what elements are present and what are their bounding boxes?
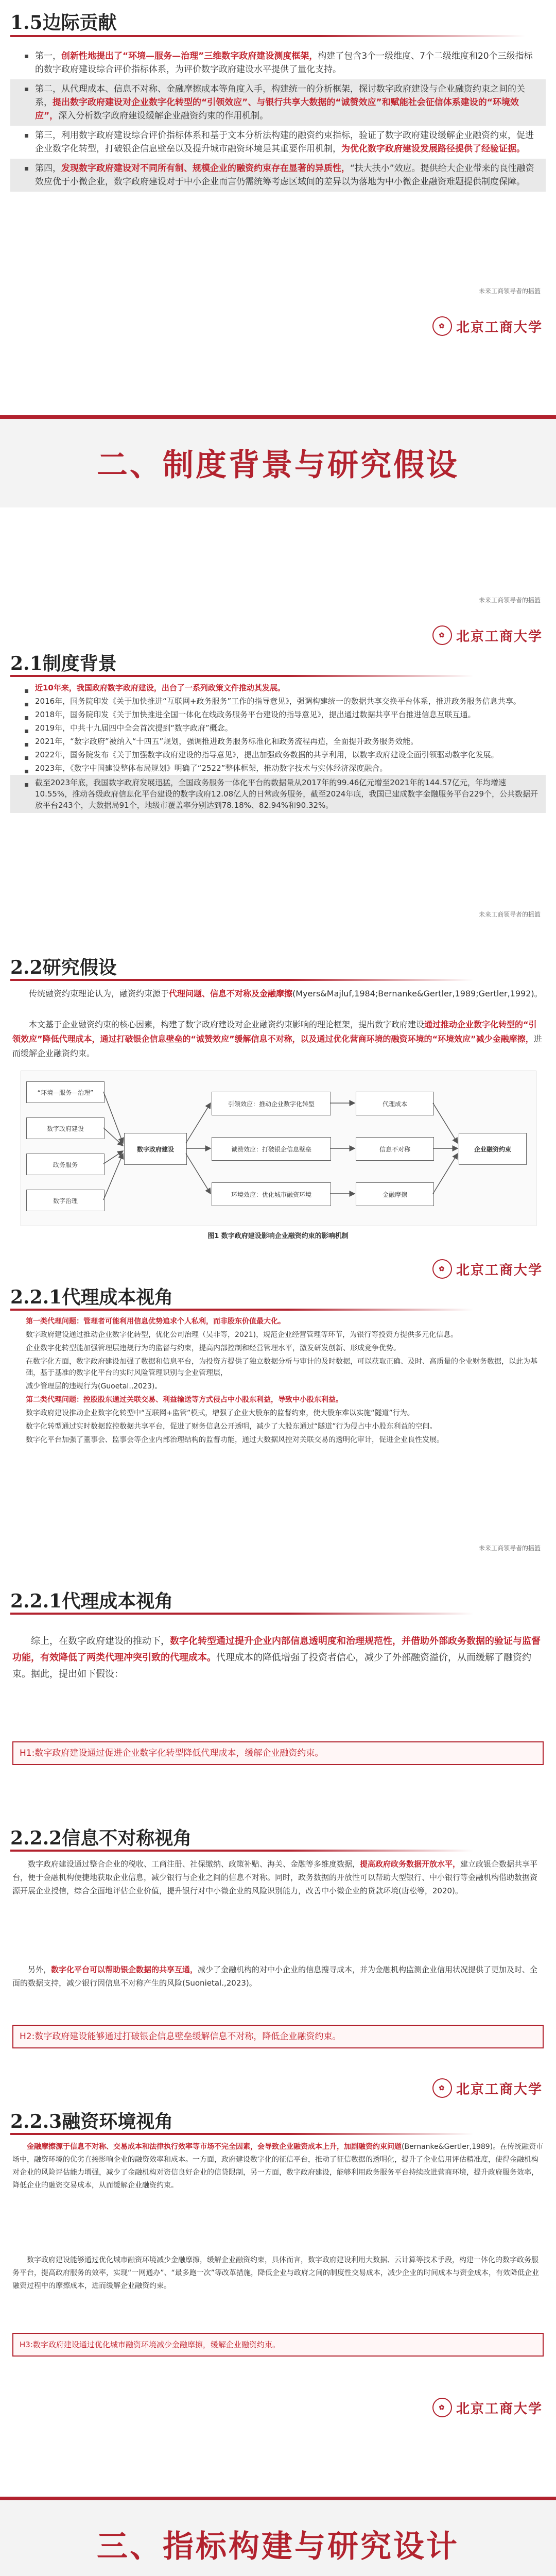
university-logo: ✿ 北京工商大学: [432, 2398, 543, 2417]
title-underline: [10, 979, 474, 981]
channel-box: 代理成本: [356, 1092, 434, 1115]
slide-agency-cost: [0, 1252, 556, 1561]
diagram-box: 政务服务: [26, 1154, 105, 1175]
title-underline: [10, 675, 474, 677]
diagram-center-box: 数字政府建设: [124, 1133, 187, 1165]
section-bar: [0, 415, 556, 419]
contribution-list: [10, 46, 546, 192]
theory-paragraph: 传统融资约束理论认为，融资约束源于代理问题、信息不对称及金融摩擦(Myers&Majluf,1984;Bernanke&Gertler,1989;Gertler,1992)。: [29, 989, 543, 998]
slide-agency-summary: [0, 1566, 556, 1783]
footer-text: 未来工商领导者的摇篮: [478, 911, 541, 918]
bullet-icon: [25, 716, 28, 720]
list-item: 在数字化方面，数字政府建设加强了数据和信息平台，为投资方提供了独立数据分析与审计的及时数据，可以获取正确、及时、高质量的企业财务数据，以此为基础，基于基准的数字化平台的实时风险管理识别与企业管理层，: [26, 1358, 537, 1377]
info-paragraph-1: 数字政府建设通过整合企业的税收、工商注册、社保缴纳、政策补贴、海关、金融等多维度数据，提高政府政务数据开放水平，建立政银企数据共享平台，便于金融机构便捷地获取企业信息，减少银行与企业之间的信息不对称。同时，政务数据的开放性可以帮助大型银行、中小银行等金融机构借助数据资源开展企业授信，综合全面地评估企业价值，提升银行对中小微企业的风险识别能力，改善中小微企业的贷款环境(唐松等，2020)。: [12, 1859, 538, 1895]
diagram-box: 数字治理: [26, 1190, 105, 1211]
env-paragraph-1: 金融摩擦源于信息不对称、交易成本和法律执行效率等市场不完全因素，会导致企业融资成本上升，加剧融资约束问题(Bernanke&Gertler,1989)。在传统融资市场中，融资环境的优劣直接影响企业的融资效率和成本。一方面，政府建设数字化的征信平台，推动了征信数据的透明化，提升了企业信用评估精准度，使得金融机构对企业的风险评估能力增强，减少了金融机构对资信良好企业的信贷限制，另一方面，数字政府建设，能够利用政务服务平台持续改进营商环境，提升政府服务效率，降低企业的融资交易成本，从而缓解企业融资约束。: [12, 2143, 544, 2190]
slide-title: 2.2.1代理成本视角: [10, 1590, 173, 1612]
bullet-icon: [25, 703, 28, 706]
mechanism-diagram: [21, 1071, 536, 1226]
university-logo: ✿ 北京工商大学: [432, 2078, 543, 2098]
section-title: 二、制度背景与研究假设: [97, 447, 459, 483]
hypothesis-h3: H3:数字政府建设通过优化城市融资环境减少金融摩擦，缓解企业融资约束。: [12, 2333, 544, 2357]
slide-information-asymmetry: [0, 1788, 556, 2066]
title-underline: [10, 1850, 474, 1852]
list-item: 第一，创新性地提出了“环境—服务—治理”三维数字政府建设测度框架，构建了包含3个一级维度、7个二级维度和20个三级指标的数字政府建设综合评价指标体系，为评价数字政府建设水平提供了量化支持。: [10, 46, 546, 79]
list-item: 2023年，《数字中国建设整体布局规划》明确了“2522”整体框架，推动数字技术与实体经济深度融合。: [10, 761, 546, 775]
list-item: 2021年，“数字政府”被纳入“十四五”规划，强调推进政务服务标准化和政务流程再造，全面提升政务服务效能。: [10, 735, 546, 748]
seal-icon: ✿: [432, 1259, 452, 1279]
mechanism-box: 引领效应：推动企业数字化转型: [212, 1092, 331, 1115]
bullet-icon: [25, 134, 28, 138]
list-item: 数字化转型通过实时数据监控数据共享平台，促进了财务信息公开透明，减少了大股东通过“隧道”行为侵占中小股东利益的空间。: [26, 1422, 437, 1431]
bullet-icon: [25, 55, 28, 58]
list-item: 企业数字化转型能加强管理层违规行为的监督与约束，提高内部控制和经营管理水平，激发研发创新、形成竞争优势。: [26, 1344, 401, 1352]
university-logo: ✿ 北京工商大学: [432, 1259, 543, 1279]
bullet-icon: [25, 88, 28, 91]
diagram-box: 数字政府建设: [26, 1117, 105, 1139]
footer-text: 未来工商领导者的摇篮: [478, 597, 541, 604]
list-item: 截至2023年底，我国数字政府发展迅猛，全国政务服务一体化平台的数据量从2017年的99.46亿元增至2021年的144.57亿元，年均增速10.55%，推动各级政府信息化平台建设的数字政府12.08亿人的日常政务服务，截至2024年底，我国已建成数字金融服务平台229个，公共数据开放平台243个，大数据局91个，地级市覆盖率分别达到78.18%、82.94%和90.32%。: [10, 775, 546, 813]
hypothesis-h1: H1:数字政府建设通过促进企业数字化转型降低代理成本，缓解企业融资约束。: [12, 1741, 544, 1765]
channel-box: 金融摩擦: [356, 1182, 434, 1206]
seal-icon: ✿: [432, 316, 452, 336]
mechanism-box: 诚赞效应：打破银企信息壁垒: [212, 1137, 331, 1161]
bullet-icon: [25, 689, 28, 693]
bullet-icon: [25, 743, 28, 747]
section-title: 三、指标构建与研究设计: [97, 2529, 459, 2565]
list-item: 近10年来，我国政府数字政府建设，出台了一系列政策文件推动其发展。: [10, 681, 546, 694]
title-underline: [10, 1309, 474, 1311]
footer-text: 未来工商领导者的摇篮: [478, 1545, 541, 1552]
slide-title: 1.5边际贡献: [10, 12, 117, 33]
section-bar: [0, 2497, 556, 2500]
env-paragraph-2: 数字政府建设能够通过优化城市融资环境减少金融摩擦，缓解企业融资约束，具体而言，数字政府建设利用大数据、云计算等技术手段，构建一体化的数字政务服务平台，提高政府服务的效率，实现“一网通办”、“最多跑一次”等改革措施，降低企业与政府之间的制度性交易成本，减少企业的时间成本与资金成本，有效降低企业融资过程中的摩擦成本，进而缓解企业融资约束。: [12, 2256, 540, 2290]
slide-title: 2.2.2信息不对称视角: [10, 1827, 192, 1849]
list-item: 2018年，国务院印发《关于加快推进全国一体化在线政务服务平台建设的指导意见》，提出通过数据共享平台推进信息互联互通。: [10, 708, 546, 721]
slide-financing-environment: [0, 2071, 556, 2385]
list-item: 2019年，中共十九届四中全会首次提到“数字政府”概念。: [10, 721, 546, 735]
slide-section-3: [0, 2391, 556, 2576]
seal-icon: ✿: [432, 625, 452, 645]
summary-paragraph: 综上，在数字政府建设的推动下，数字化转型通过提升企业内部信息透明度和治理规范性，并借助外部政务数据的验证与监督功能，有效降低了两类代理冲突引致的代理成本。代理成本的降低增强了投资者信心，减少了外部融资溢价，从而缓解了融资约束。据此，提出如下假设：: [12, 1636, 541, 1680]
footer-text: 未来工商领导者的摇篮: [478, 287, 541, 295]
slide-title: 2.2研究假设: [10, 957, 117, 978]
bullet-icon: [25, 770, 28, 773]
channel-box: 信息不对称: [356, 1137, 434, 1161]
slide-title: 2.2.3融资环境视角: [10, 2111, 173, 2132]
list-item: 数字政府建设推动企业数字化转型中“互联网+监管”模式，增强了企业大股东的监督约束，使大股东难以实施“隧道”行为。: [26, 1409, 414, 1417]
info-paragraph-2: 另外，数字化平台可以帮助银企数据的共享互通，减少了金融机构的对中小企业的信息搜寻成本，并为金融机构监测企业信用状况提供了更加及时、全面的数据支持，减少银行因信息不对称产生的风险(Suonietal.,2023)。: [12, 1965, 538, 1988]
university-logo: ✿ 北京工商大学: [432, 316, 543, 336]
list-item: 第二类代理问题：控股股东通过关联交易、利益输送等方式侵占中小股东利益，导致中小股东利益。: [26, 1396, 343, 1404]
list-item: 第四，发现数字政府建设对不同所有制、规模企业的融资约束存在显著的异质性，“扶大扶小”效应。提供给大企业带来的良性融资效应优于小微企业，数字政府建设对于中小企业而言仍需统筹考虑区域间的差异以为落地为中小微企业融资难题提供制度保障。: [10, 159, 546, 192]
hypothesis-h2: H2:数字政府建设能够通过打破银企信息壁垒缓解信息不对称，降低企业融资约束。: [12, 2025, 544, 2048]
list-item: 第三，利用数字政府建设综合评价指标体系和基于文本分析法构建的融资约束指标，验证了数字政府建设缓解企业融资约束，促进企业数字化转型，打破银企信息壁垒以及提升城市融资环境是其重要作用机制，为优化数字政府建设发展路径提供了经验证据。: [10, 126, 546, 159]
bullet-icon: [25, 783, 28, 787]
list-item: 数字化平台加强了董事会、监事会等企业内部治理结构的监督功能，通过大数据风控对关联交易的透明化审计，促进企业良性发展。: [26, 1436, 444, 1444]
bullet-icon: [25, 756, 28, 760]
seal-icon: ✿: [432, 2398, 452, 2417]
list-item: 第二，从代理成本、信息不对称、金融摩擦成本等角度入手，构建统一的分析框架，探讨数字政府建设与企业融资约束之间的关系，提出数字政府建设对企业数字化转型的“引领效应”、与银行共享大数据的“诚赞效应”和赋能社会征信体系建设的“环境效应”，深入分析数字政府建设缓解企业融资约束的作用机制。: [10, 79, 546, 126]
mechanism-box: 环境效应：优化城市融资环境: [212, 1182, 331, 1206]
slide-background: [0, 618, 556, 927]
figure-caption: 图1 数字政府建设影响企业融资约束的影响机制: [207, 1232, 349, 1240]
title-underline: [10, 1613, 474, 1615]
slide-title: 2.2.1代理成本视角: [10, 1286, 173, 1308]
policy-timeline: [10, 681, 546, 813]
list-item: 第一类代理问题：管理者可能利用信息优势追求个人私利，而非股东价值最大化。: [26, 1317, 285, 1326]
title-underline: [10, 2133, 474, 2135]
bullet-icon: [25, 167, 28, 171]
slide-section-2: [0, 309, 556, 613]
agency-list: [10, 1315, 546, 1447]
university-logo: ✿ 北京工商大学: [432, 625, 543, 645]
outcome-box: 企业融资约束: [459, 1133, 527, 1165]
seal-icon: ✿: [432, 2078, 452, 2098]
list-item: 2022年，国务院发布《关于加强数字政府建设的指导意见》，提出加强政务数据的共享利用，以数字政府建设全面引领驱动数字化发展。: [10, 748, 546, 761]
list-item: 减少管理层的违规行为(Guoetal.,2023)。: [26, 1382, 162, 1391]
list-item: 数字政府建设通过推动企业数字化转型，优化公司治理（吴非等，2021)，规范企业经营管理等环节，为银行等投资方提供多元化信息。: [26, 1331, 458, 1339]
diagram-box: “环境—服务—治理”: [26, 1081, 105, 1103]
bullet-icon: [25, 730, 28, 733]
slide-hypotheses: [0, 933, 556, 1247]
list-item: 2016年，国务院印发《关于加快推进“互联网+政务服务”工作的指导意见》，强调构建统一的数据共享交换平台体系，推进政务服务信息共享。: [10, 694, 546, 708]
slide-contributions: [0, 0, 556, 304]
title-underline: [10, 35, 525, 37]
framework-paragraph: 本文基于企业融资约束的核心因素，构建了数字政府建设对企业融资约束影响的理论框架，提出数字政府建设通过推动企业数字化转型的“引领效应”降低代理成本，通过打破银企信息壁垒的“诚赞效应”缓解信息不对称，以及通过优化营商环境的融资环境的“环境效应”减少金融摩擦，进而缓解企业融资约束。: [12, 1020, 542, 1058]
slide-title: 2.1制度背景: [10, 653, 117, 674]
